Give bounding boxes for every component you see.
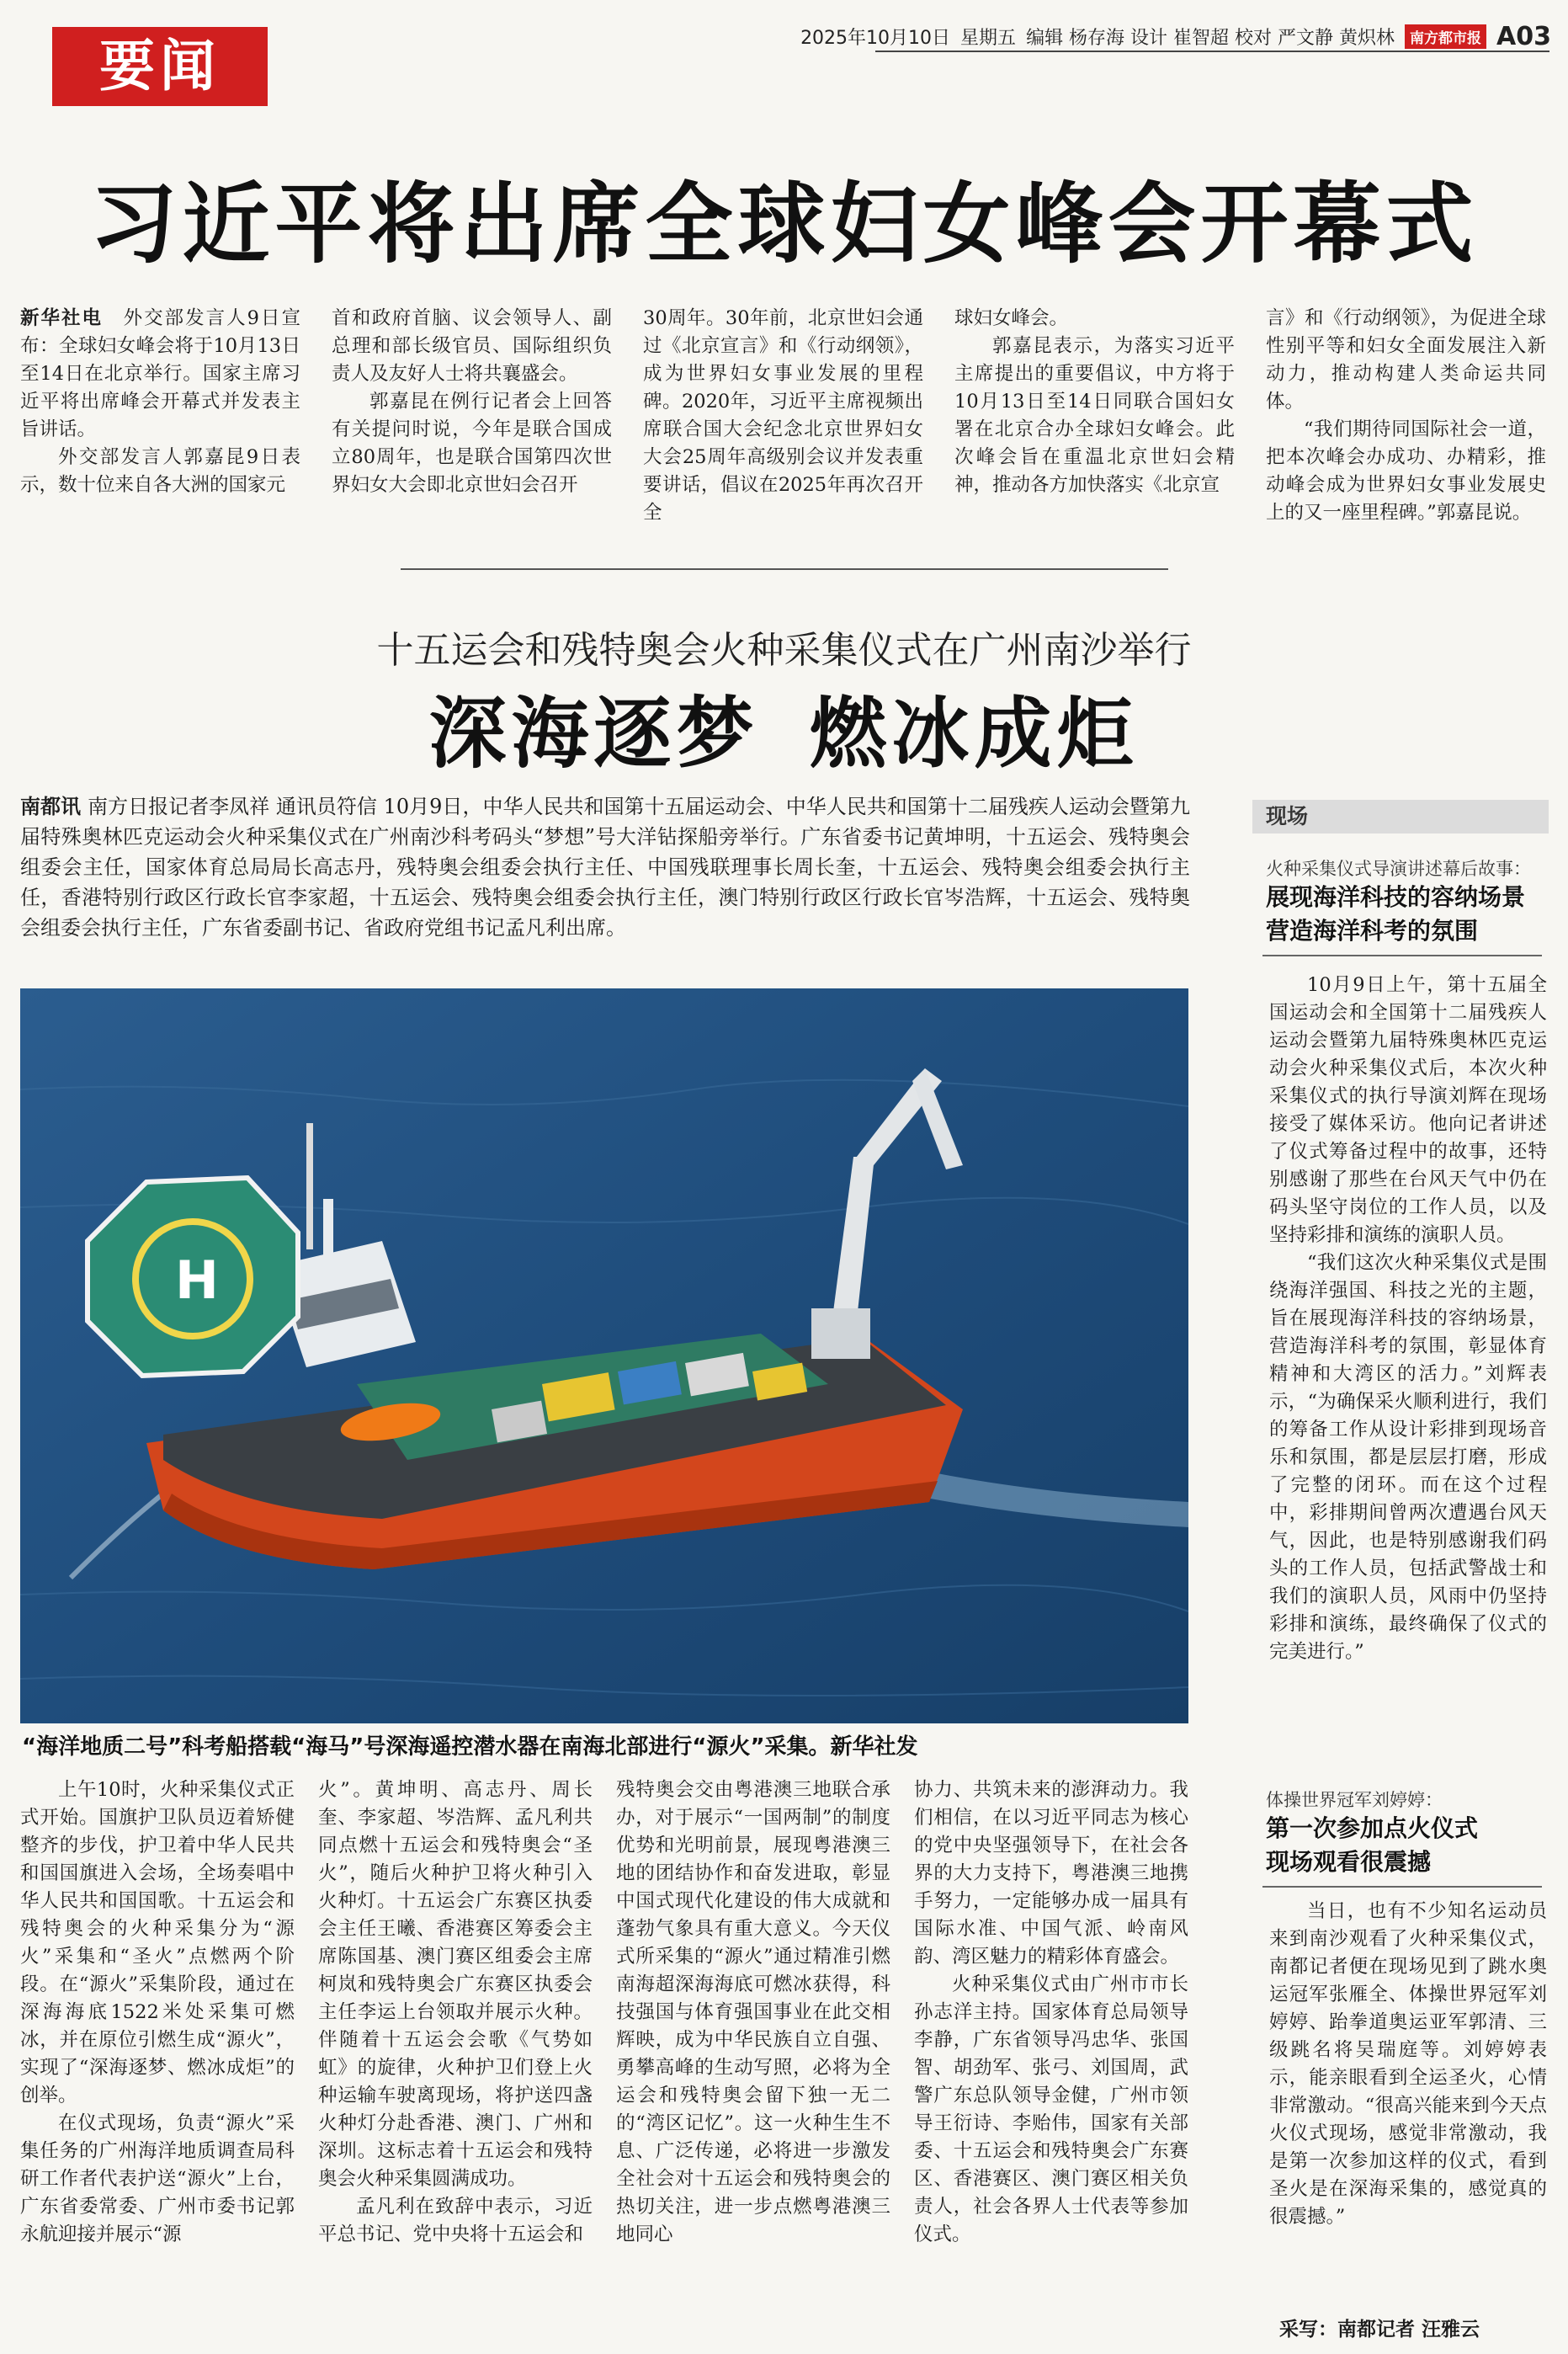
story2-column-1: 上午10时，火种采集仪式正式开始。国旗护卫队员迈着矫健整齐的步伐，护卫着中华人民共和国国旗进入会场，全场奏唱中华人民共和国国歌。十五运会和残特奥会的火种采集分为“源火”采集和“圣火”点燃两个阶段。在“源火”采集阶段，通过在深海海底1522米处采集可燃冰，并在原位引燃生成“源火”，实现了“深海逐梦、燃冰成炬”的创举。 在仪式现场，负责“源火”采集任务的广州海洋地质调查局科研工作者代表护送“源火”上台，广东省委常委、广州市委书记郭永航迎接并展示“源 [20, 1779, 295, 2245]
headline-main: 习近平将出席全球妇女峰会开幕式 [89, 173, 1479, 275]
story1-column-2: 首和政府首脑、议会领导人、副总理和部长级官员、国际组织负责人及友好人士将共襄盛会。 郭嘉昆在例行记者会上回答有关提问时说，今年是联合国成立80周年，也是联合国第四次世界妇女大会即北京世妇会召开 [332, 307, 612, 496]
issue-weekday: 星期五 [960, 28, 1017, 49]
svg-text:H: H [175, 1249, 219, 1311]
section-tag: 要闻 [52, 27, 268, 106]
story2-column-2: 火”。黄坤明、高志丹、周长奎、李家超、岑浩辉、孟凡利共同点燃十五运会和残特奥会“圣火”，随后火种护卫将火种引入火种灯。十五运会广东赛区执委会主任王曦、香港赛区筹委会主席陈国基、澳门赛区组委会主席柯岚和残特奥会广东赛区执委会主任李运上台领取并展示火种。伴随着十五运会会歌《气势如虹》的旋律，火种护卫们登上火种运输车驶离现场，将护送四盏火种灯分赴香港、澳门、广州和深圳。这标志着十五运会和残特奥会火种采集圆满成功。 孟凡利在致辞中表示，习近平总书记、党中央将十五运会和 [318, 1779, 593, 2245]
sidebar-item1-body: 10月9日上午，第十五届全国运动会和全国第十二届残疾人运动会暨第九届特殊奥林匹克运动会火种采集仪式后，本次火种采集仪式的执行导演刘辉在现场接受了媒体采访。他向记者讲述了仪式筹备过程中的故事，还特别感谢了那些在台风天气中仍在码头坚守岗位的工作人员，以及坚持彩排和演练的演职人员。 “我们这次火种采集仪式是围绕海洋强国、科技之光的主题，旨在展现海洋科技的容纳场景，营造海洋科考的氛围，彰显体育精神和大湾区的活力。”刘辉表示，“为确保采火顺利进行，我们的筹备工作从设计彩排到现场音乐和氛围，都是层层打磨，形成了完整的闭环。而在这个过程中，彩排期间曾两次遭遇台风天气，因此，也是特别感谢我们码头的工作人员，包括武警战士和我们的演职人员，风雨中仍坚持彩排和演练，最终确保了仪式的完美进行。” [1269, 974, 1547, 1663]
story2-column-3: 残特奥会交由粤港澳三地联合承办，对于展示“一国两制”的制度优势和光明前景，展现粤港澳三地的团结协作和奋发进取，彰显中国式现代化建设的伟大成就和蓬勃气象具有重大意义。今天仪式所采集的“源火”通过精准引燃南海超深海海底可燃冰获得，科技强国与体育强国事业在此交相辉映，成为中华民族自立自强、勇攀高峰的生动写照，必将为全运会和残特奥会留下独一无二的“湾区记忆”。这一火种生生不息、广泛传递，必将进一步激发全社会对十五运会和残特奥会的热切关注，进一步点燃粤港澳三地同心 [616, 1779, 890, 2245]
story2-headline: 深海逐梦 燃冰成炬 [428, 689, 1140, 779]
story2-dateline: 南都讯 [20, 795, 82, 818]
page-number: A03 [1496, 22, 1551, 51]
story1-column-1: 新华社电 外交部发言人9日宣布：全球妇女峰会将于10月13日至14日在北京举行。国家主席习近平将出席峰会开幕式并发表主旨讲话。 外交部发言人郭嘉昆9日表示，数十位来自各大洲的国家元 [20, 307, 300, 496]
news-photo-research-vessel [20, 988, 1188, 1723]
sidebar-rule-2 [1262, 1886, 1542, 1888]
sidebar-item1-title: 展现海洋科技的容纳场景 营造海洋科考的氛围 [1266, 883, 1526, 945]
sidebar-credit: 采写：南都记者 汪雅云 [1279, 2319, 1480, 2341]
story2-lead: 南都讯 南方日报记者李凤祥 通讯员符信 10月9日，中华人民共和国第十五届运动会、中华人民共和国第十二届残疾人运动会暨第九届特殊奥林匹克运动会火种采集仪式在广州南沙科考码头“梦想”号大洋钻探船旁举行。广东省委书记黄坤明，十五运会、残特奥会组委会主任，国家体育总局局长高志丹，残特奥会组委会执行主任、中国残联理事长周长奎，十五运会、残特奥会组委会执行主任，香港特别行政区行政长官李家超，十五运会、残特奥会组委会执行主任，澳门特别行政区行政长官岑浩辉，十五运会、残特奥会组委会执行主任，广东省委副书记、省政府党组书记孟凡利出席。 [20, 795, 1191, 940]
sidebar-item1-kicker: 火种采集仪式导演讲述幕后故事： [1266, 859, 1531, 879]
sidebar-item2-title: 第一次参加点火仪式 现场观看很震撼 [1266, 1814, 1479, 1876]
photo-caption: “海洋地质二号”科考船搭载“海马”号深海遥控潜水器在南海北部进行“源火”采集。新华社发 [22, 1734, 918, 1760]
issue-date: 2025年10月10日 [800, 28, 951, 49]
paper-logo: 南方都市报 [1405, 24, 1486, 49]
masthead-info [800, 22, 1551, 51]
story1-column-5: 言》和《行动纲领》，为促进全球性别平等和妇女全面发展注入新动力，推动构建人类命运共同体。 “我们期待同国际社会一道，把本次峰会办成功、办精彩，推动峰会成为世界妇女事业发展史上的又一座里程碑。”郭嘉昆说。 [1266, 307, 1546, 524]
section-divider [401, 568, 1168, 570]
story1-dateline: 新华社电 [20, 307, 104, 329]
sidebar-item2-body: 当日，也有不少知名运动员来到南沙观看了火种采集仪式，南都记者便在现场见到了跳水奥运冠军张雁全、体操世界冠军刘婷婷、跆拳道奥运亚军郭清、三级跳名将吴瑞庭等。刘婷婷表示，能亲眼看到全运圣火，心情非常激动。“很高兴能来到今天点火仪式现场，感觉非常激动，我是第一次参加这样的仪式，看到圣火是在深海采集的，感觉真的很震撼。” [1269, 1900, 1547, 2228]
sidebar-label: 现场 [1252, 800, 1549, 833]
story1-column-4: 球妇女峰会。 郭嘉昆表示，为落实习近平主席提出的重要倡议，中方将于10月13日至14日同联合国妇女署在北京合办全球妇女峰会。此次峰会旨在重温北京世妇会精神，推动各方加快落实《北京宣 [954, 307, 1235, 496]
story2-column-4: 协力、共筑未来的澎湃动力。我们相信，在以习近平同志为核心的党中央坚强领导下，在社会各界的大力支持下，粤港澳三地携手努力，一定能够办成一届具有国际水准、中国气派、岭南风韵、湾区魅力的精彩体育盛会。 火种采集仪式由广州市市长孙志洋主持。国家体育总局领导李静，广东省领导冯忠华、张国智、胡劲军、张弓、刘国周，武警广东总队领导金健，广州市领导王衍诗、李贻伟，国家有关部委、十五运会和残特奥会广东赛区、香港赛区、澳门赛区相关负责人，社会各界人士代表等参加仪式。 [914, 1779, 1188, 2245]
sidebar-rule-1 [1262, 955, 1542, 956]
story2-kicker: 十五运会和残特奥会火种采集仪式在广州南沙举行 [376, 629, 1192, 672]
ship-illustration [20, 988, 1188, 1723]
sidebar-item2-kicker: 体操世界冠军刘婷婷： [1266, 1790, 1443, 1810]
staff-credits: 编辑 杨存海 设计 崔智超 校对 严文静 黄炽林 [1026, 28, 1395, 49]
story1-column-3: 30周年。30年前，北京世妇会通过《北京宣言》和《行动纲领》，成为世界妇女事业发展的里程碑。2020年，习近平主席视频出席联合国大会纪念北京世界妇女大会25周年高级别会议并发表重要讲话，倡议在2025年再次召开全 [643, 307, 923, 524]
